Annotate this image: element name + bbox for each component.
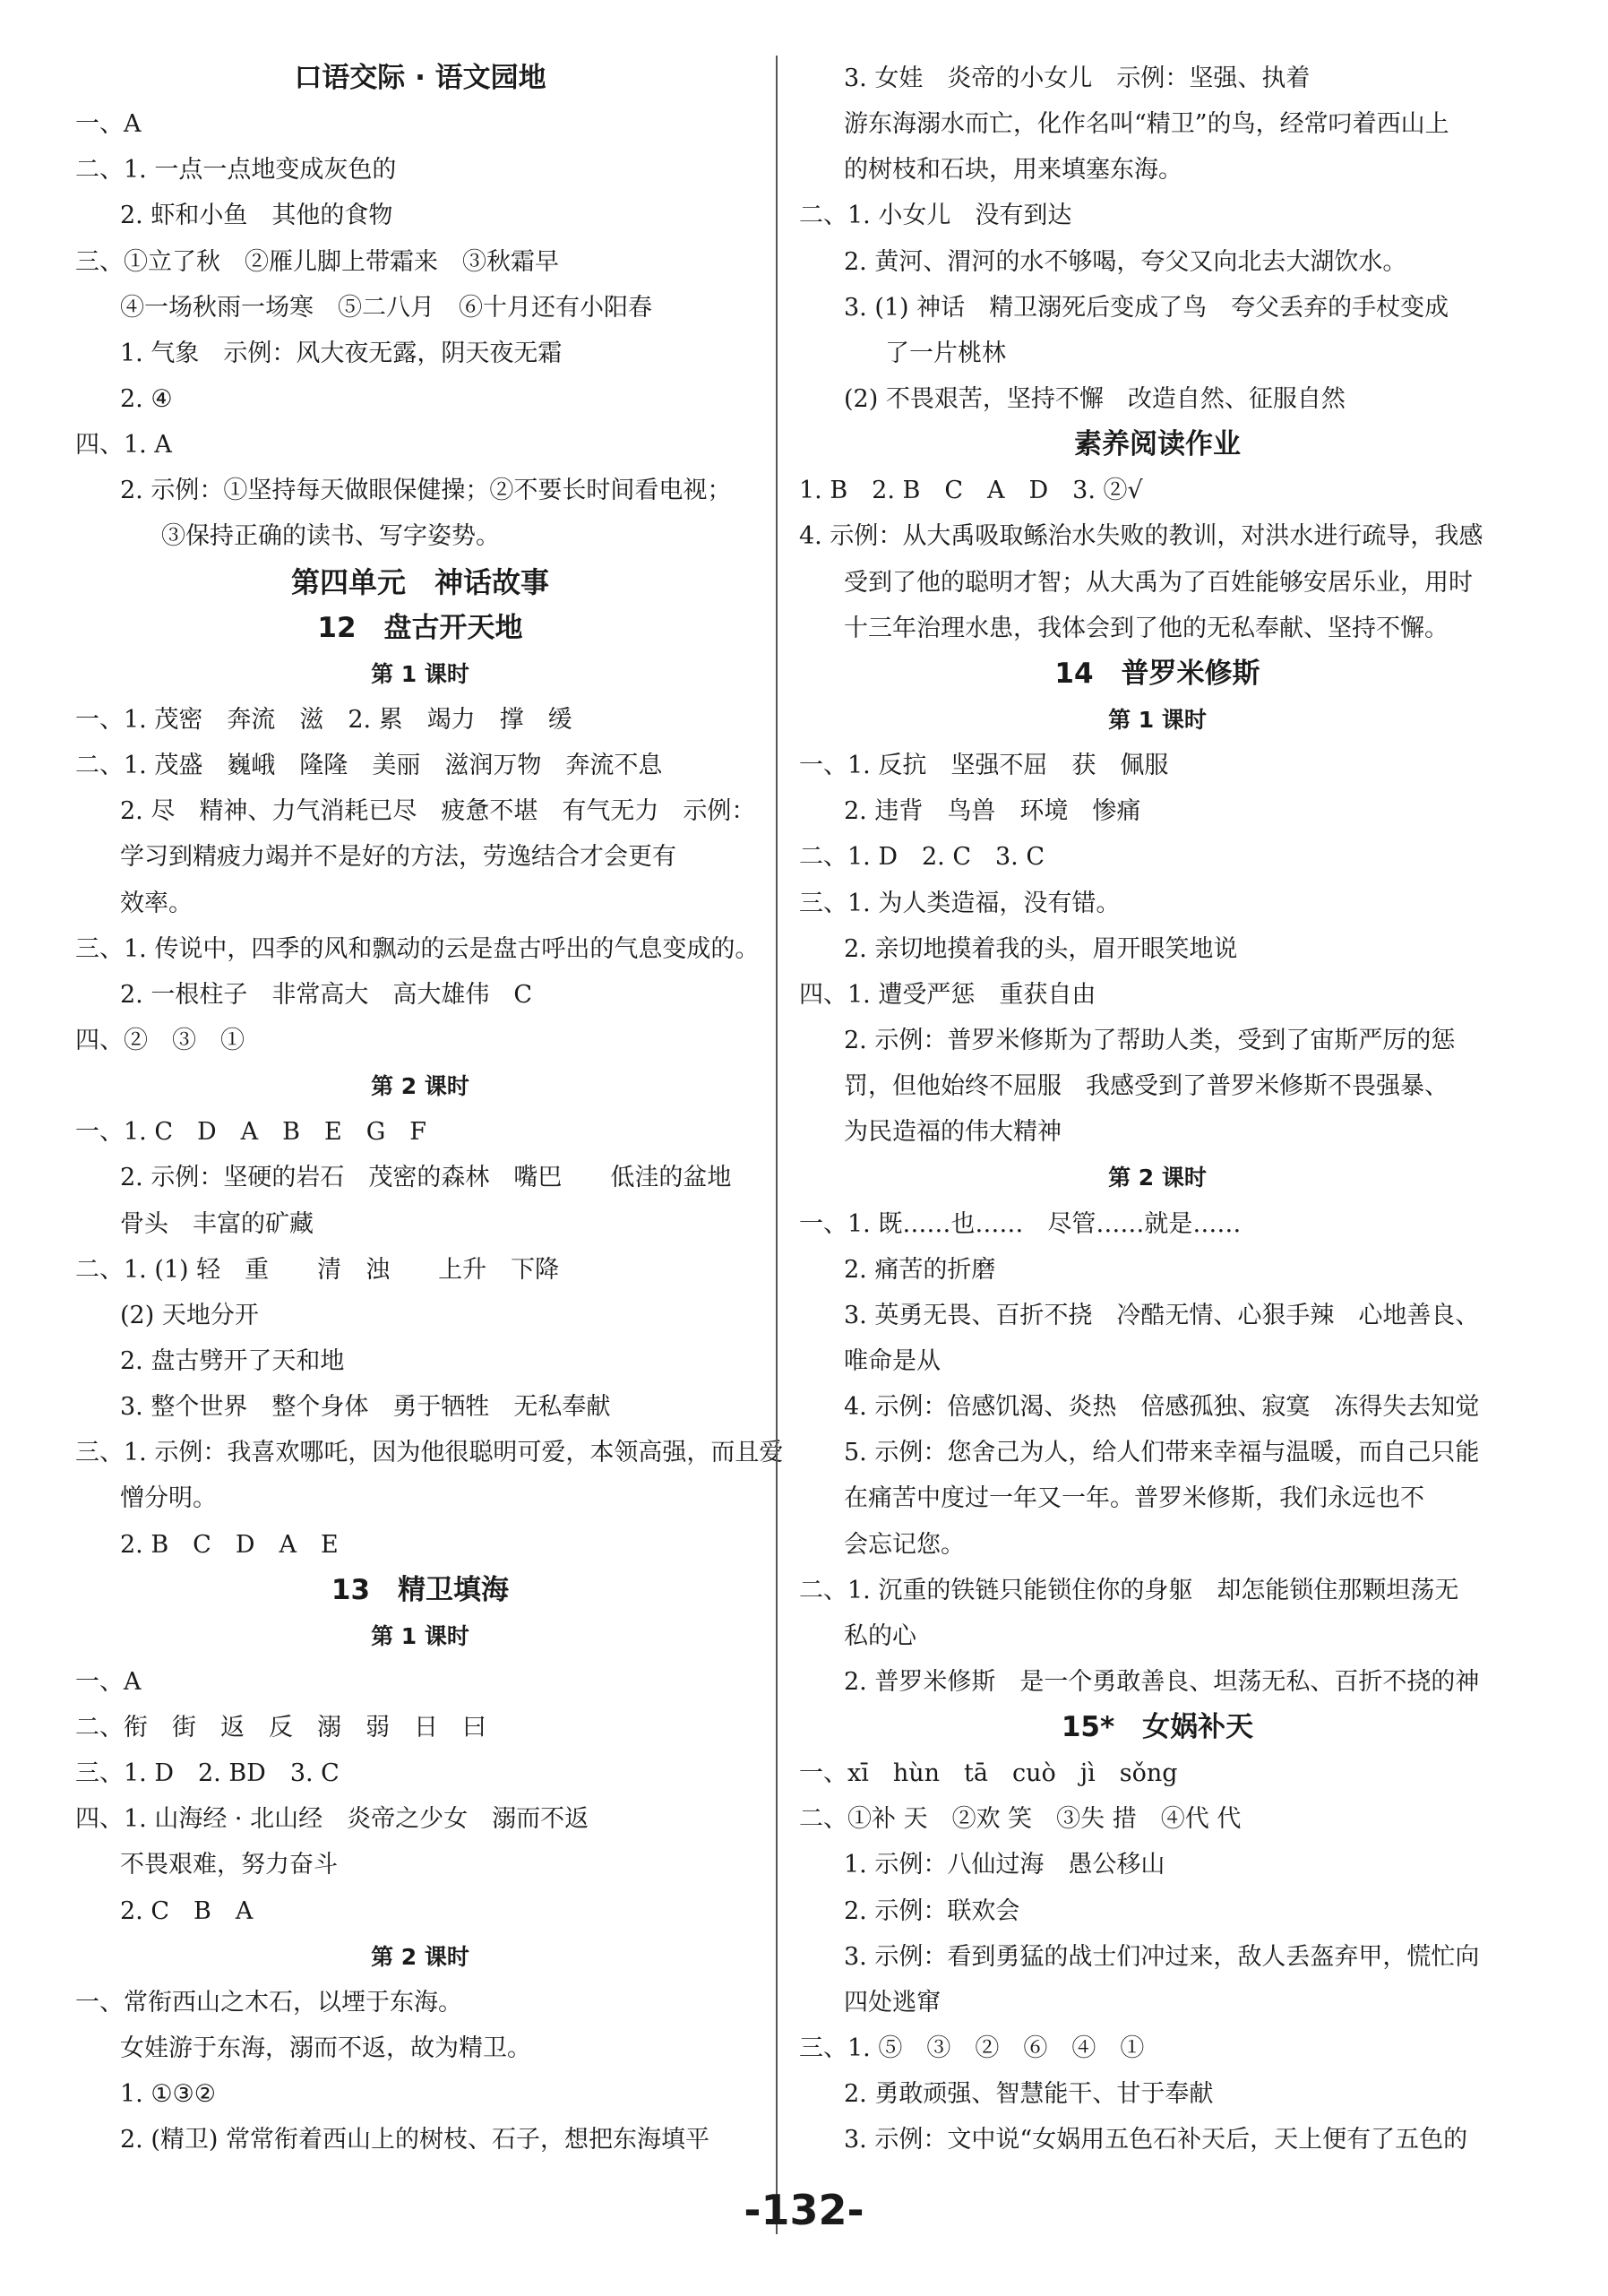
answer-line: 3. 女娃 炎帝的小女儿 示例：坚强、执着 bbox=[844, 64, 1311, 92]
lesson-title: 口语交际 · 语文园地 bbox=[294, 62, 546, 94]
answer-line: 2. 黄河、渭河的水不够喝，夸父又向北去大湖饮水。 bbox=[844, 247, 1407, 276]
answer-line: 2. 违背 鸟兽 环境 惨痛 bbox=[844, 797, 1141, 826]
answer-line: 四、1. A bbox=[75, 431, 172, 460]
column-divider bbox=[776, 56, 778, 2234]
answer-line: 三、1. ⑤ ③ ② ⑥ ④ ① bbox=[799, 2034, 1145, 2063]
session-heading: 第 2 课时 bbox=[371, 1943, 469, 1970]
answer-line: 2. 示例：①坚持每天做眼保健操；②不要长时间看电视； bbox=[120, 477, 732, 505]
answer-line: 2. ④ bbox=[120, 384, 173, 413]
answer-line: 2. 亲切地摸着我的头，眉开眼笑地说 bbox=[844, 934, 1238, 963]
answer-line: 二、1. D 2. C 3. C bbox=[799, 843, 1045, 872]
answer-line: 了一片桃林 bbox=[885, 339, 1006, 367]
answer-line: 二、1. 一点一点地变成灰色的 bbox=[75, 156, 397, 185]
answer-line: 私的心 bbox=[844, 1621, 916, 1650]
page-number: -132- bbox=[744, 2186, 864, 2234]
session-heading: 第 1 课时 bbox=[1108, 706, 1207, 733]
answer-line: 5. 示例：您舍己为人，给人们带来幸福与温暖，而自己只能 bbox=[844, 1439, 1480, 1467]
answer-line: 二、1. 沉重的铁链只能锁住你的身躯 却怎能锁住那颗坦荡无 bbox=[799, 1576, 1459, 1604]
answer-line: 一、常衔西山之木石，以堙于东海。 bbox=[75, 1988, 462, 2017]
answer-line: 2. 一根柱子 非常高大 高大雄伟 C bbox=[120, 980, 533, 1009]
unit-title: 第四单元 神话故事 bbox=[290, 564, 549, 599]
answer-line: 1. 气象 示例：风大夜无露，阴天夜无霜 bbox=[120, 339, 563, 367]
answer-line: 3. 英勇无畏、百折不挠 冷酷无情、心狠手辣 心地善良、 bbox=[844, 1301, 1480, 1329]
answer-line: 女娃游于东海，溺而不返，故为精卫。 bbox=[120, 2034, 531, 2063]
answer-line: 学习到精疲力竭并不是好的方法，劳逸结合才会更有 bbox=[120, 843, 676, 872]
lesson-title: 14 普罗米修斯 bbox=[1054, 657, 1260, 690]
answer-line: 一、1. C D A B E G F bbox=[75, 1118, 427, 1147]
answer-line: 唯命是从 bbox=[844, 1346, 941, 1375]
answer-line: 2. 痛苦的折磨 bbox=[844, 1255, 996, 1284]
session-heading: 第 1 课时 bbox=[371, 660, 469, 687]
answer-line: 一、xī hùn tā cuò jì sǒng bbox=[799, 1759, 1178, 1788]
answer-line: 3. 示例：看到勇猛的战士们冲过来，敌人丢盔弃甲，慌忙向 bbox=[844, 1942, 1480, 1971]
lesson-title: 12 盘古开天地 bbox=[317, 611, 523, 644]
answer-line: 一、1. 反抗 坚强不屈 获 佩服 bbox=[799, 752, 1169, 780]
answer-line: 三、1. 传说中，四季的风和飘动的云是盘古呼出的气息变成的。 bbox=[75, 934, 760, 963]
answer-line: 游东海溺水而亡，化作名叫“精卫”的鸟，经常叼着西山上 bbox=[844, 110, 1449, 139]
answer-line: 2. 示例：联欢会 bbox=[844, 1896, 1020, 1925]
answer-line: 二、1. 茂盛 巍峨 隆隆 美丽 滋润万物 奔流不息 bbox=[75, 752, 663, 780]
answer-line: 三、1. 示例：我喜欢哪吒，因为他很聪明可爱，本领高强，而且爱 bbox=[75, 1439, 784, 1467]
left-column bbox=[75, 56, 784, 2163]
answer-line: 2. 普罗米修斯 是一个勇敢善良、坦荡无私、百折不挠的神 bbox=[844, 1667, 1480, 1696]
right-column bbox=[799, 56, 1516, 2163]
answer-line: 2. 勇敢顽强、智慧能干、甘于奉献 bbox=[844, 2080, 1214, 2109]
answer-line: 三、1. D 2. BD 3. C bbox=[75, 1759, 340, 1788]
answer-line: 4. 示例：从大禹吸取鲧治水失败的教训，对洪水进行疏导，我感 bbox=[799, 522, 1483, 551]
answer-line: 2. 示例：普罗米修斯为了帮助人类，受到了宙斯严厉的惩 bbox=[844, 1026, 1456, 1054]
answer-line: 骨头 丰富的矿藏 bbox=[120, 1209, 314, 1238]
answer-line: ③保持正确的读书、写字姿势。 bbox=[161, 522, 500, 551]
answer-line: 2. (精卫) 常常衔着西山上的树枝、石子，想把东海填平 bbox=[120, 2126, 709, 2154]
answer-line: 一、1. 茂密 奔流 滋 2. 累 竭力 撑 缓 bbox=[75, 705, 572, 734]
answer-line: 2. 盘古劈开了天和地 bbox=[120, 1346, 345, 1375]
answer-line: 2. 示例：坚硬的岩石 茂密的森林 嘴巴 低洼的盆地 bbox=[120, 1164, 732, 1192]
answer-line: 三、1. 为人类造福，没有错。 bbox=[799, 889, 1121, 917]
answer-line: 1. ①③② bbox=[120, 2080, 216, 2109]
answer-line: 3. 整个世界 整个身体 勇于牺牲 无私奉献 bbox=[120, 1393, 611, 1422]
answer-line: 的树枝和石块，用来填塞东海。 bbox=[844, 156, 1182, 185]
session-heading: 第 1 课时 bbox=[371, 1622, 469, 1649]
answer-line: 四处逃窜 bbox=[844, 1988, 941, 2017]
answer-line: (2) 不畏艰苦，坚持不懈 改造自然、征服自然 bbox=[844, 384, 1346, 413]
answer-line: 四、1. 山海经 · 北山经 炎帝之少女 溺而不返 bbox=[75, 1805, 589, 1834]
answer-line: 不畏艰难，努力奋斗 bbox=[120, 1851, 338, 1879]
answer-line: 三、①立了秋 ②雁儿脚上带霜来 ③秋霜早 bbox=[75, 247, 559, 276]
answer-line: 一、A bbox=[75, 110, 142, 139]
lesson-title: 13 精卫填海 bbox=[331, 1573, 510, 1606]
answer-line: 1. B 2. B C A D 3. ②√ bbox=[799, 477, 1143, 505]
answer-line: 憎分明。 bbox=[120, 1484, 217, 1513]
answer-line: 2. 尽 精神、力气消耗已尽 疲惫不堪 有气无力 示例： bbox=[120, 797, 756, 826]
answer-line: 二、衔 街 返 反 溺 弱 日 曰 bbox=[75, 1714, 486, 1742]
answer-line: 4. 示例：倍感饥渴、炎热 倍感孤独、寂寞 冻得失去知觉 bbox=[844, 1393, 1480, 1422]
session-heading: 第 2 课时 bbox=[371, 1073, 469, 1100]
answer-line: 效率。 bbox=[120, 889, 193, 917]
answer-line: 为民造福的伟大精神 bbox=[844, 1118, 1062, 1147]
answer-line: 二、①补 天 ②欢 笑 ③失 措 ④代 代 bbox=[799, 1805, 1242, 1834]
answer-line: 1. 示例：八仙过海 愚公移山 bbox=[844, 1851, 1165, 1879]
answer-line: 一、1. 既……也…… 尽管……就是…… bbox=[799, 1209, 1242, 1238]
answer-line: 受到了他的聪明才智；从大禹为了百姓能够安居乐业，用时 bbox=[844, 568, 1473, 597]
answer-line: (2) 天地分开 bbox=[120, 1301, 259, 1329]
answer-line: 四、② ③ ① bbox=[75, 1026, 245, 1054]
answer-line: 十三年治理水患，我体会到了他的无私奉献、坚持不懈。 bbox=[844, 614, 1449, 642]
session-heading: 第 2 课时 bbox=[1108, 1165, 1207, 1191]
answer-line: 2. 虾和小鱼 其他的食物 bbox=[120, 202, 393, 230]
answer-line: 2. C B A bbox=[120, 1896, 254, 1925]
answer-line: 二、1. 小女儿 没有到达 bbox=[799, 202, 1072, 230]
lesson-title: 15* 女娲补天 bbox=[1061, 1711, 1254, 1744]
answer-line: 四、1. 遭受严惩 重获自由 bbox=[799, 980, 1096, 1009]
answer-line: 罚，但他始终不屈服 我感受到了普罗米修斯不畏强暴、 bbox=[844, 1072, 1449, 1101]
answer-line: 会忘记您。 bbox=[844, 1530, 965, 1559]
answer-line: 一、A bbox=[75, 1667, 142, 1696]
answer-line: 3. 示例：文中说“女娲用五色石补天后，天上便有了五色的 bbox=[844, 2126, 1468, 2154]
answer-line: 2. B C D A E bbox=[120, 1530, 339, 1559]
answer-line: 在痛苦中度过一年又一年。普罗米修斯，我们永远也不 bbox=[844, 1484, 1424, 1513]
answer-line: 二、1. (1) 轻 重 清 浊 上升 下降 bbox=[75, 1255, 560, 1284]
answer-line: 3. (1) 神话 精卫溺死后变成了鸟 夸父丢弃的手杖变成 bbox=[844, 293, 1449, 322]
lesson-title: 素养阅读作业 bbox=[1074, 428, 1241, 461]
answer-line: ④一场秋雨一场寒 ⑤二八月 ⑥十月还有小阳春 bbox=[120, 293, 652, 322]
